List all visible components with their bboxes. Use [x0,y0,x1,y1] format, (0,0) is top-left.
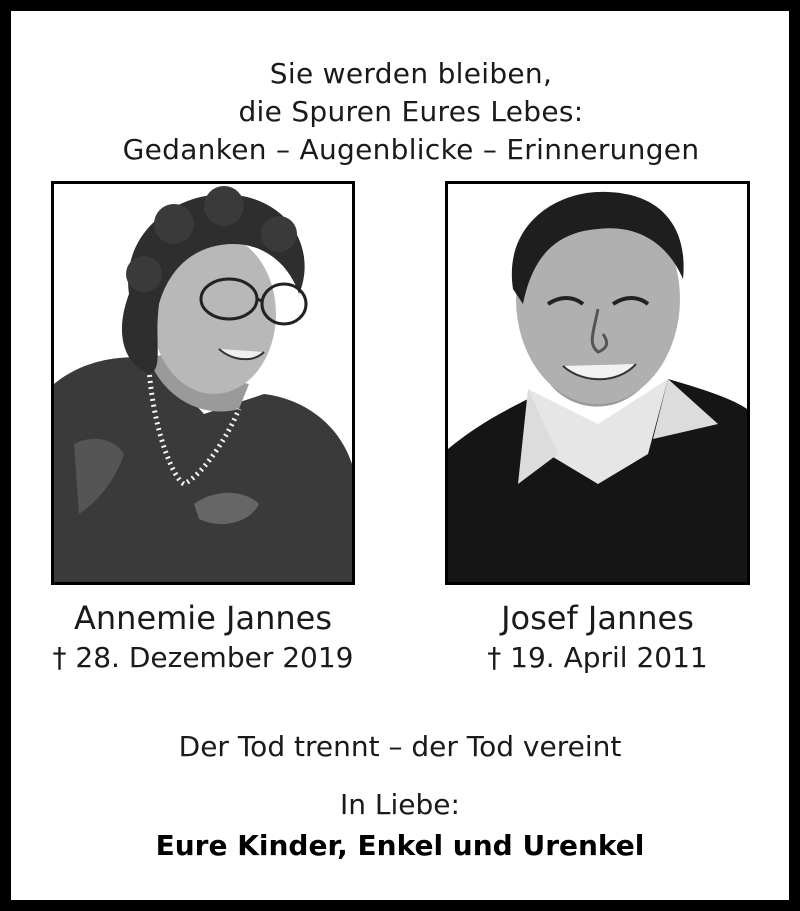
portrait-man-icon [448,184,747,582]
portrait-woman-icon [54,184,352,582]
portrait-photo-josef [445,181,750,585]
name-annemie: Annemie Jannes [73,599,333,637]
motto: Der Tod trennt – der Tod vereint [178,730,622,763]
poem-line-3: Gedanken – Augenblicke – Erinnerungen [122,133,700,166]
death-date-annemie: † 28. Dezember 2019 [52,641,354,674]
name-josef: Josef Jannes [501,599,694,637]
poem [11,55,800,169]
death-date-josef: † 19. April 2011 [487,641,708,674]
greeting: In Liebe: [340,788,460,821]
poem-line-1: Sie werden bleiben, [269,57,553,90]
portrait-photo-annemie [51,181,355,585]
signoff: Eure Kinder, Enkel und Urenkel [155,829,645,862]
poem-line-2: die Spuren Eures Lebes: [238,95,584,128]
